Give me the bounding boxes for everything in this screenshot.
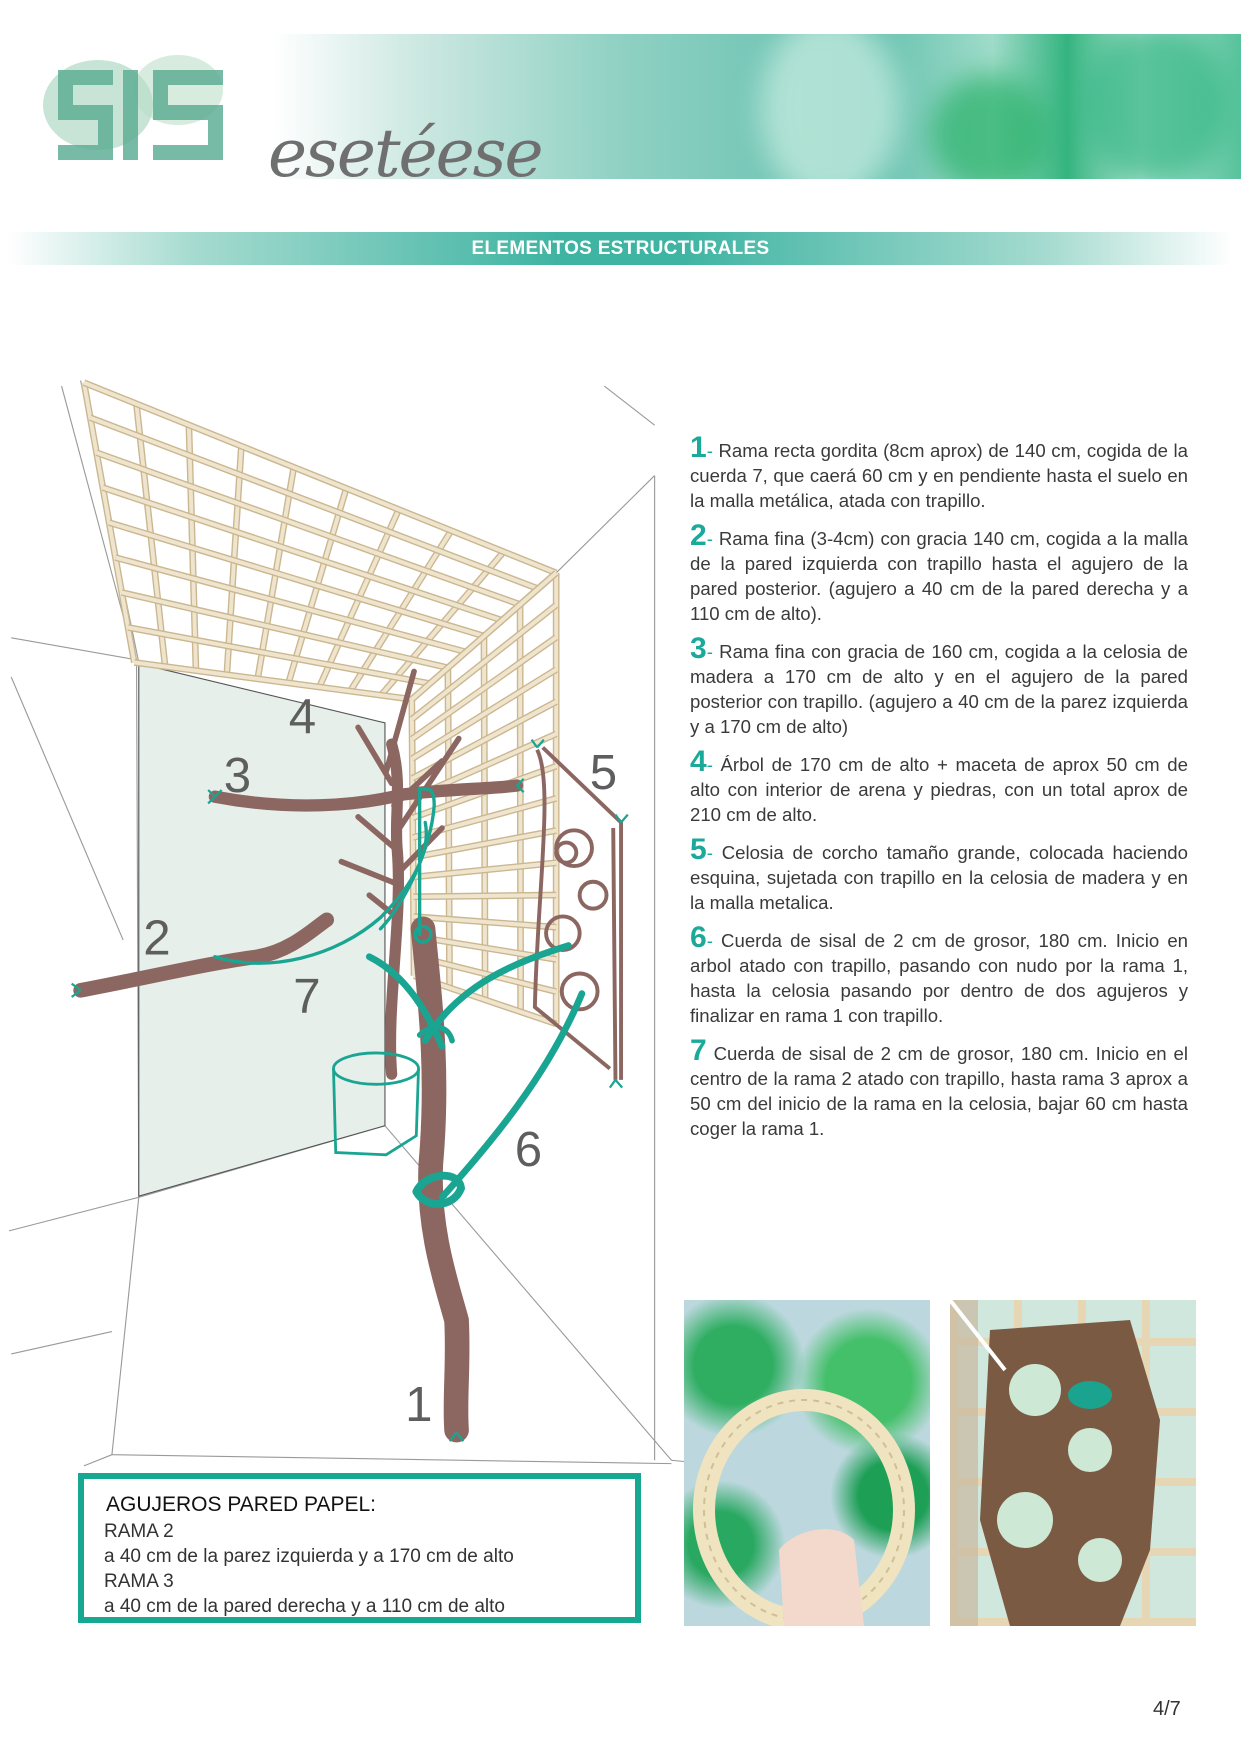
item-number: 5 [690,833,707,866]
item-number: 3 [690,632,707,665]
item-text: Rama fina (3-4cm) con gracia 140 cm, cogida a la malla de la pared izquierda con trapillo hasta el agujero de la pared posterior. (agujero a 40 cm de la pared derecha y a 110 cm de alto). [690,528,1188,624]
item-number: 6 [690,921,707,954]
brand-wordmark: esetéese [268,115,542,192]
holes-line: a 40 cm de la parez izquierda y a 170 cm de alto [104,1546,514,1567]
item-2 [690,519,1188,626]
label-1: 1 [405,1377,433,1433]
item-5 [690,833,1188,915]
rope-loop-image [684,1300,930,1626]
item-text: Rama fina con gracia de 160 cm, cogida a la celosia de madera a 170 cm de alto y en el agujero de la pared posterior con trapillo. (agujero a 40 cm de la parez izquierda y a 170 cm de alto) [690,641,1188,737]
cork-panel-photo [950,1300,1196,1626]
element-descriptions [690,431,1188,1154]
sisal-rope-photo [684,1300,930,1626]
item-separator: - [706,930,713,951]
item-separator: - [706,754,713,775]
item-text: Rama recta gordita (8cm aprox) de 140 cm, cogida de la cuerda 7, que caerá 60 cm y en pendiente hasta el suelo en la malla metálica, atada con trapillo. [690,440,1188,511]
item-3 [690,632,1188,739]
item-separator: - [706,528,713,549]
cork-panel-image [950,1300,1196,1626]
item-number: 7 [690,1034,707,1067]
holes-line: RAMA 2 [104,1521,174,1542]
wallpaper-back-wall [139,664,385,1197]
label-6: 6 [514,1121,543,1177]
item-1 [690,431,1188,513]
holes-box-title: AGUJEROS PARED PAPEL: [106,1493,376,1516]
label-3: 3 [223,748,252,804]
item-number: 4 [690,745,707,778]
lattice-slat [413,895,556,897]
holes-line: RAMA 3 [104,1571,174,1592]
label-5: 5 [589,744,618,800]
item-text: Cuerda de sisal de 2 cm de grosor, 180 cm. Inicio en arbol atado con trapillo, pasando con nudo por la rama 1, hasta la celosia pasando por dentro de dos agujeros y finalizar en rama 1 con trapillo. [690,930,1188,1026]
item-7 [690,1034,1188,1141]
label-4: 4 [288,688,317,744]
item-number: 1 [690,431,707,464]
label-2: 2 [143,910,171,966]
item-separator: - [706,842,713,863]
lattice-slat [109,523,484,637]
holes-line: a 40 cm de la pared derecha y a 110 cm de alto [104,1596,506,1617]
item-separator: - [706,641,713,662]
page-number: 4/7 [1153,1698,1181,1720]
item-text: Árbol de 170 cm de alto + maceta de aprox 50 cm de alto con interior de arena y piedras, con un total aprox de 210 cm de alto. [690,754,1188,825]
item-text: Celosia de corcho tamaño grande, colocada haciendo esquina, sujetada con trapillo en la celosia de madera y en la malla metalica. [690,842,1188,913]
item-number: 2 [690,519,707,552]
item-4 [690,745,1188,827]
item-text: Cuerda de sisal de 2 cm de grosor, 180 cm. Inicio en el centro de la rama 2 atado con trapillo, hasta rama 3 aprox a 50 cm del inicio de la rama en la celosia, bajar 60 cm hasta coger la rama 1. [690,1043,1188,1139]
item-6 [690,921,1188,1028]
label-7: 7 [293,968,321,1024]
wall-holes-box [78,1473,641,1623]
item-separator: - [706,440,713,461]
section-title: ELEMENTOS ESTRUCTURALES [471,238,770,259]
